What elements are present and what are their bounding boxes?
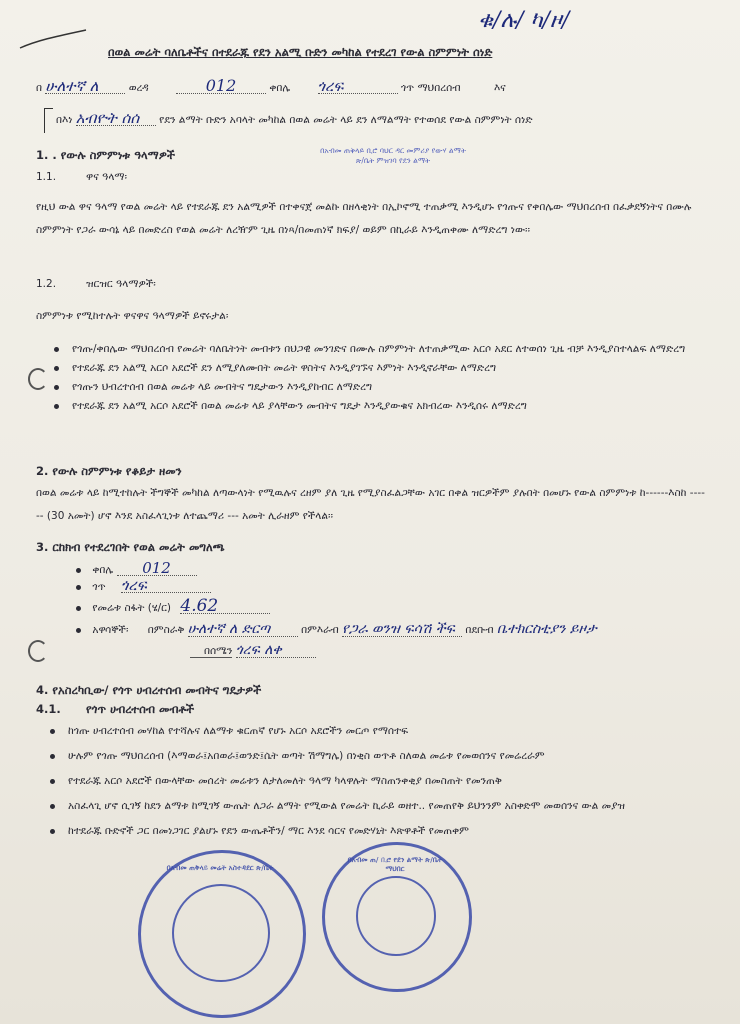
section-2-title: 2. የውሉ ስምምነቱ የቆይታ ዘመን: [36, 464, 182, 478]
small-stamp: በአብመ ጠቅላይ ቢሮ ባህር ዳር መምሪያ የውሃ ልማት ጽ/ቤት ምዝገባ የደን ልማት: [320, 146, 466, 165]
section-4-1-title: የጎጥ ሀብረተሰብ መብቶች: [86, 702, 195, 716]
section-1-title: 1. . የውሉ ስምምነቱ ዓላማዎች: [36, 148, 175, 162]
official-seal-right: [322, 842, 472, 992]
seal-right-text: በአብመ ጠ/ ቢሮ የደን ልማት ጽ/ቤት ማህበር: [347, 856, 443, 873]
section-4-title: 4. የአስረካቢው/ የጎጥ ሀብረተሰብ መብትና ግዴታዎች: [36, 683, 262, 697]
list-item: አስፈላጊ ሆኖ ሲገኝ ከደን ልማቱ ከሚገኝ ውጤት ለጋራ ልማት የሚውል የመሬት ኪራይ ወዘተ.. የመጠየቅ ይህንንም አስቀድሞ መወሰንና ውል መያዝ: [46, 797, 696, 816]
list-item: የተደራጁ ደን አልሚ አርሶ አደሮች በወል መሬቱ ላይ ያላቸውን መብትና ግዴታ እንዲያውቁና አክብረው እንዲሰሩ ለማድረግ: [50, 397, 700, 416]
party-line: [36, 76, 506, 95]
and-word: እና: [493, 82, 506, 94]
list-item: የተደራጁ ደን አልሚ አርሶ አደሮች ደን ለሚያለሙበት መሬት ዋስትና እንዲያገኙና እምነት እንዲኖራቸው ለማድረግ: [50, 359, 700, 378]
west-value: የጋራ ወንዝ ፍሳሽ ችፍ: [342, 622, 462, 637]
gote-label: ጎጥ ማህበረሰብ: [400, 82, 461, 94]
south-label: በደቡብ: [465, 624, 494, 636]
list-item: የተደራጁ አርሶ አደሮች በውላቸው መሰረት መሬቱን ለታለመለት ዓላማ ካላዋሉት ማስጠንቀቂያ በመስጠት የመንጠቅ: [46, 772, 696, 791]
objectives-list: [50, 340, 700, 416]
group-leader-name: አብዮት ሰሰ: [76, 111, 156, 126]
pen-mark: [18, 26, 88, 56]
official-seal-left: [138, 850, 306, 1018]
document-title: በወል መሬት ባለቤቶችና በተደራጁ የደን አልሚ ቡድን መካከል የተደረገ የውል ስምምነት ሰነድ: [108, 45, 493, 59]
woreda-label: ወረዳ: [128, 82, 149, 94]
east-value: ሁለተኛ ለ ድርጣ: [188, 622, 298, 637]
east-label: በምስራቅ: [147, 624, 185, 636]
section-4-1-number: 4.1.: [36, 702, 61, 716]
section-2-text: በወል መሬቱ ላይ ከሚተከሉት ችግኞች መካከል ለጣውላነት የሚዉሉና ረዘም ያለ ጊዜ የሚያስፈልጋቸው አገር በቀል ዝርዎችም ያሉበት በመሆኑ የውል ስምምነቱ ከ------እስከ ------ (30 አመት) ሆኖ እንደ አስፈላጊነቱ ለተጨማሪ --- አመት ሊራዘም የችላል፡፡: [36, 487, 705, 522]
land-kebele-label: ቀበሌ: [92, 564, 114, 576]
list-item: ከጎጡ ሀብረተሰብ መሃከል የተሻሉና ለልማቱ ቁርጠኛ የሆኑ አርሶ አደሮችን መርጦ የማሰተፍ: [46, 722, 696, 741]
section-1-1-text: የዚህ ውል ዋና ዓላማ የወል መሬት ላይ የተደራጁ ደን አልሚዎች በተቀናጀ መልኩ በዘላቂነት በኢኮኖሚ ተጠቃሚ እንዲሆኑ የጎጡና የቀበሌው ማህበረሰብ በፈቃደኝነትና በሙሉ ስምምነት የጋራ ውሳኔ ላይ በመድረስ የወል መሬት ለረዥም ጊዜ በነጻ/በመጠነኛ ክፍያ/ ወይም በኪራይ እንዲጠቀሙ ለማድረግ ነው፡፡: [36, 201, 692, 236]
kebele-value: 012: [176, 79, 266, 94]
land-area-row: [76, 596, 270, 616]
list-item: የጎጡን ህብረተሰብ በወል መሬቱ ላይ መብትና ግዴታውን እንዲያከብር ለማድረግ: [50, 378, 700, 397]
seal-left-text: በአብመ ጠቅላይ መሬት አስተዳደር ጽ/ቤት: [166, 864, 274, 872]
section-1-2-title: ዝርዝር ዓላማዎች፡: [86, 278, 156, 290]
land-gote-row: [76, 578, 211, 594]
land-kebele-value: 012: [117, 561, 197, 576]
land-gote-value: ጎረፍ: [121, 578, 211, 593]
section-1-2-intro: ስምምነቱ የሚከተሉት ዋናዋና ዓላማዎች ይኖሩታል፡: [36, 310, 229, 322]
north-label: በሰሜን: [190, 645, 232, 658]
party-pre: በ: [36, 82, 43, 94]
land-area-value: 4.62: [180, 599, 270, 614]
north-value: ጎረፍ ለቀ: [236, 643, 316, 658]
land-kebele-row: [76, 561, 197, 577]
section-1-1-number: 1.1.: [36, 171, 57, 183]
south-value: ቤተክርስቲያን ይዞታ: [496, 621, 597, 637]
gote-value: ጎረፍ: [318, 79, 398, 94]
section-1-2-number: 1.2.: [36, 278, 57, 290]
land-north-row: [190, 643, 316, 658]
woreda-value: ሁለተኛ ለ: [45, 79, 125, 94]
handwritten-reference: ቁ/ሉ/ ካ/ዞ/: [478, 8, 570, 33]
section-1-1-title: ዋና ዓላማ፡: [86, 171, 128, 183]
group-bracket: [44, 108, 53, 133]
list-item: ሁሉም የጎጡ ማህበረሰብ (እማወራ፤አበወራ፤ወንድ፤ሴት ወጣት ሽማግሌ) በነቂስ ወጥቶ ስለወል መሬቱ የመወሰንና የመሬረራም: [46, 747, 696, 766]
land-boundaries-row: [76, 622, 597, 637]
west-label: በምእራብ: [301, 624, 339, 636]
land-gote-label: ጎጥ: [92, 581, 106, 593]
punch-hole-mark: [28, 640, 48, 662]
kebele-label: ቀበሌ: [269, 82, 291, 94]
group-pre: በእነ: [56, 114, 73, 126]
community-rights-list: [46, 722, 696, 841]
group-rest: የደን ልማት ቡድን አባላት መካከል በወል መሬት ላይ ደን ለማልማት የተወሰደ የውል ስምምነት ሰነድ: [159, 114, 533, 126]
group-line: [56, 111, 533, 127]
punch-hole-mark: [28, 368, 48, 390]
land-area-label: የመሬቱ ስፋት (ሄ/ር): [92, 602, 172, 614]
list-item: ከተደራጁ ቡድኖች ጋር በመነጋገር ያልሆኑ የደን ውጤቶችን/ ማር እንደ ሳርና የመድሃኒት እጽዋቶች የመጠቀም: [46, 822, 696, 841]
section-3-title: 3. ርከክብ የተደረገበት የወል መሬት መግለጫ: [36, 540, 225, 554]
list-item: የጎጡ/ቀበሌው ማህበረሰብ የመሬት ባለቤትነት መብቱን በህጋዊ መንገድና በሙሉ ስምምነት ለተጠቃሚው አርሶ አደር ለተወሰነ ጊዜ ብቻ እንዲያስተላልፍ ለማድረግ: [50, 340, 700, 359]
boundaries-label: አዋሳኞች፡: [92, 624, 129, 636]
